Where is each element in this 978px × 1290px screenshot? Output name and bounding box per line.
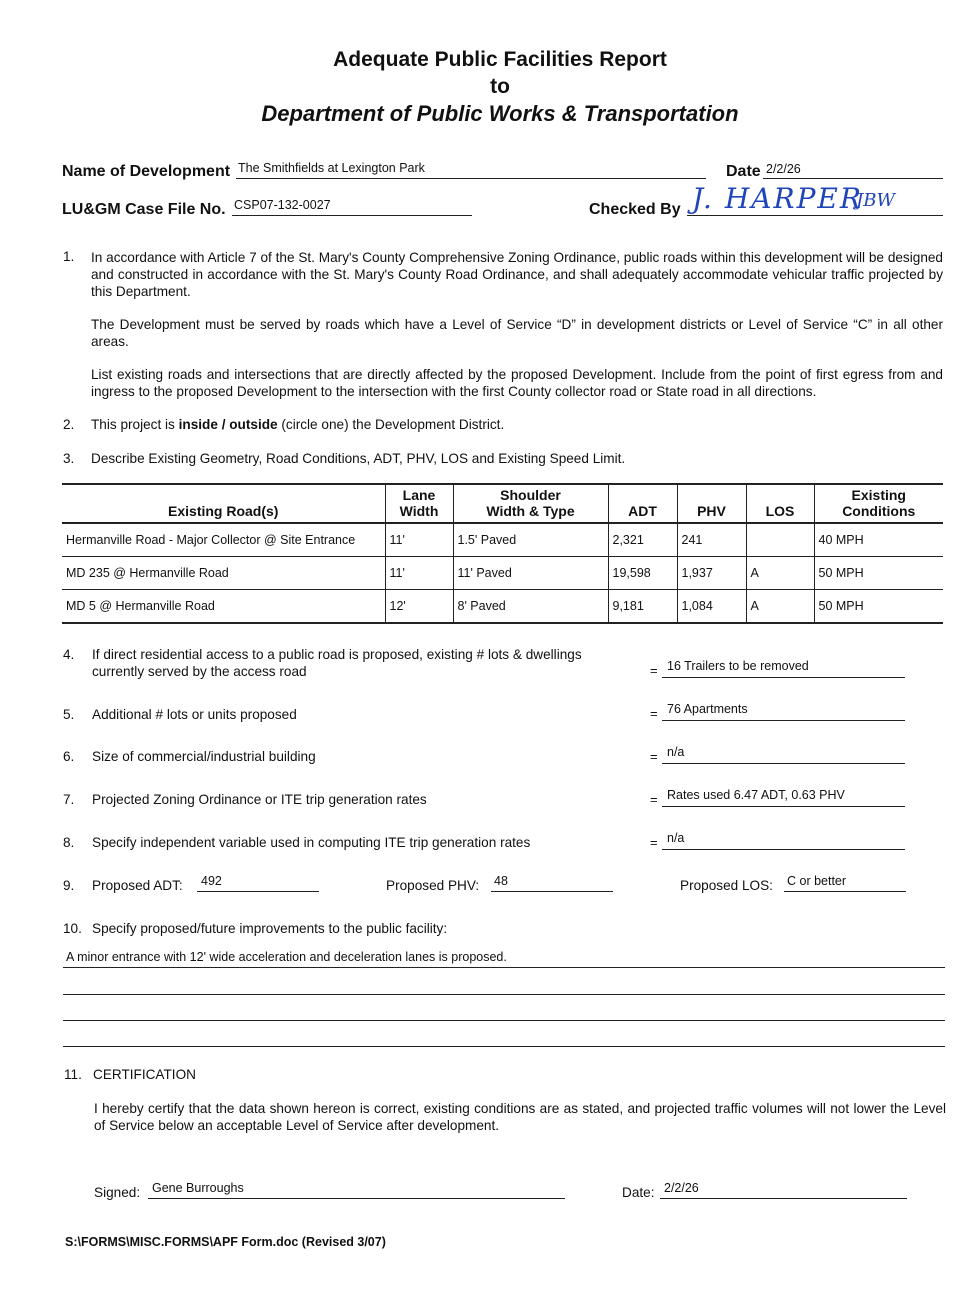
signed-line	[148, 1198, 565, 1199]
item-7-equals: =	[650, 792, 658, 807]
item-2-number: 2.	[63, 417, 75, 432]
cell-adt[interactable]: 19,598	[608, 557, 677, 590]
proposed-phv-line	[491, 891, 613, 892]
item-1-paragraph-2: The Development must be served by roads which have a Level of Service “D” in development districts or Level of Service “C” in all other areas.	[91, 317, 943, 349]
case-file-label: LU&GM Case File No.	[62, 201, 226, 218]
item-7-line	[662, 806, 905, 807]
header-shoulder-1: Shoulder	[500, 487, 561, 503]
header-shoulder	[453, 484, 608, 523]
cell-shoulder[interactable]: 8' Paved	[453, 590, 608, 624]
item-5-text: Additional # lots or units proposed	[92, 707, 297, 722]
cell-los[interactable]: A	[746, 590, 814, 624]
date-value[interactable]: 2/2/26	[766, 162, 801, 176]
header-phv: PHV	[677, 484, 746, 523]
proposed-los-value[interactable]: C or better	[787, 874, 847, 888]
name-of-development-label: Name of Development	[62, 163, 231, 180]
cert-date-label: Date:	[622, 1185, 655, 1200]
item-10-number: 10.	[63, 921, 82, 936]
cert-date-value[interactable]: 2/2/26	[664, 1181, 699, 1195]
proposed-los-line	[784, 891, 906, 892]
item-8-text: Specify independent variable used in computing ITE trip generation rates	[92, 835, 531, 850]
signed-label: Signed:	[94, 1185, 141, 1200]
improvements-line-1	[63, 967, 945, 968]
inside-outside-choice[interactable]: inside / outside	[178, 417, 278, 432]
improvements-line-3	[63, 1020, 945, 1021]
report-title-to: to	[490, 75, 510, 98]
cell-conditions[interactable]: 40 MPH	[814, 523, 943, 557]
proposed-adt-value[interactable]: 492	[201, 874, 222, 888]
checked-by-initials: JBW	[856, 190, 895, 211]
item-8-equals: =	[650, 835, 658, 850]
item-10-answer[interactable]: A minor entrance with 12' wide acceleration and deceleration lanes is proposed.	[66, 950, 507, 964]
item-8-line	[662, 849, 905, 850]
item-6-equals: =	[650, 749, 658, 764]
item-5-number: 5.	[63, 707, 75, 722]
item-4-answer[interactable]: 16 Trailers to be removed	[667, 659, 809, 673]
item-3-text: Describe Existing Geometry, Road Conditions, ADT, PHV, LOS and Existing Speed Limit.	[91, 451, 626, 466]
item-1-paragraph-1: In accordance with Article 7 of the St. Mary's County Comprehensive Zoning Ordinance, public roads within this development will be designed and constructed in accordance with the St. Mary's County Road Ordinance, and shall adequately accommodate vehicular traffic projected by this Department.	[91, 250, 943, 299]
cell-lane[interactable]: 12'	[385, 590, 453, 624]
item-4-equals: =	[650, 663, 658, 678]
improvements-line-2	[63, 994, 945, 995]
item-6-text: Size of commercial/industrial building	[92, 749, 316, 764]
form-footer-path: S:\FORMS\MISC.FORMS\APF Form.doc (Revised 3/07)	[65, 1235, 386, 1249]
table-row	[62, 523, 943, 557]
cell-los[interactable]: A	[746, 557, 814, 590]
cell-road[interactable]: Hermanville Road - Major Collector @ Site Entrance	[62, 523, 385, 557]
cell-phv[interactable]: 1,084	[677, 590, 746, 624]
item-4-number: 4.	[63, 647, 75, 662]
proposed-los-label: Proposed LOS:	[680, 878, 773, 893]
cell-shoulder[interactable]: 1.5' Paved	[453, 523, 608, 557]
cell-phv[interactable]: 1,937	[677, 557, 746, 590]
checked-by-line	[687, 215, 943, 216]
table-row	[62, 590, 943, 624]
proposed-phv-label: Proposed PHV:	[386, 878, 480, 893]
date-label: Date	[726, 163, 761, 180]
cell-conditions[interactable]: 50 MPH	[814, 557, 943, 590]
item-10-text: Specify proposed/future improvements to the public facility:	[92, 921, 448, 936]
header-existing-conditions	[814, 484, 943, 523]
item-1-paragraph-3: List existing roads and intersections that are directly affected by the proposed Development. Include from the point of first egress from and ingress to the proposed Development to the intersection with the first County collector road or State road in all directions.	[91, 367, 943, 399]
item-8-number: 8.	[63, 835, 75, 850]
header-adt: ADT	[608, 484, 677, 523]
item-4-line	[662, 677, 905, 678]
case-file-line	[232, 215, 472, 216]
cell-road[interactable]: MD 5 @ Hermanville Road	[62, 590, 385, 624]
item-6-line	[662, 763, 905, 764]
date-line	[763, 178, 943, 179]
report-title: Adequate Public Facilities Report	[333, 48, 667, 71]
item-4-line-1: If direct residential access to a public road is proposed, existing # lots & dwellings	[92, 647, 582, 662]
item-7-text: Projected Zoning Ordinance or ITE trip generation rates	[92, 792, 427, 807]
item-5-equals: =	[650, 706, 658, 721]
existing-roads-table	[62, 483, 943, 624]
item-7-answer[interactable]: Rates used 6.47 ADT, 0.63 PHV	[667, 788, 845, 802]
certification-title: CERTIFICATION	[93, 1067, 196, 1082]
proposed-phv-value[interactable]: 48	[494, 874, 508, 888]
cell-road[interactable]: MD 235 @ Hermanville Road	[62, 557, 385, 590]
name-of-development-line	[236, 178, 706, 179]
cell-adt[interactable]: 2,321	[608, 523, 677, 557]
header-cond-2: Conditions	[842, 503, 916, 519]
header-lane-2: Width	[399, 503, 439, 519]
header-existing-roads: Existing Road(s)	[62, 484, 385, 523]
case-file-value[interactable]: CSP07-132-0027	[234, 198, 331, 212]
cell-conditions[interactable]: 50 MPH	[814, 590, 943, 624]
item-4-line-2: currently served by the access road	[92, 664, 307, 679]
cell-lane[interactable]: 11'	[385, 523, 453, 557]
item-9-number: 9.	[63, 878, 75, 893]
item-2-text	[91, 417, 504, 432]
item-5-answer[interactable]: 76 Apartments	[667, 702, 748, 716]
header-lane-1: Lane	[402, 487, 436, 503]
item-3-number: 3.	[63, 451, 75, 466]
cert-date-line	[660, 1198, 907, 1199]
cell-phv[interactable]: 241	[677, 523, 746, 557]
header-cond-1: Existing	[851, 487, 906, 503]
item-6-answer[interactable]: n/a	[667, 745, 685, 759]
checked-by-signature: J. HARPER	[692, 182, 863, 215]
table-row	[62, 557, 943, 590]
item-5-line	[662, 720, 905, 721]
header-los: LOS	[746, 484, 814, 523]
certification-number: 11.	[64, 1067, 82, 1082]
item-2-post: (circle one) the Development District.	[277, 417, 505, 432]
report-department: Department of Public Works & Transportation	[261, 101, 739, 126]
header-shoulder-2: Width & Type	[486, 503, 575, 519]
header-lane-width	[385, 484, 453, 523]
certification-text: I hereby certify that the data shown hereon is correct, existing conditions are as stated, and projected traffic volumes will not lower the Level of Service below an acceptable Level of Service after development.	[94, 1101, 946, 1133]
improvements-line-4	[63, 1046, 945, 1047]
cell-lane[interactable]: 11'	[385, 557, 453, 590]
cell-shoulder[interactable]: 11' Paved	[453, 557, 608, 590]
cell-los[interactable]	[746, 523, 814, 557]
item-7-number: 7.	[63, 792, 75, 807]
item-2-pre: This project is	[91, 417, 179, 432]
proposed-adt-line	[197, 891, 319, 892]
item-8-answer[interactable]: n/a	[667, 831, 685, 845]
item-1-number: 1.	[63, 249, 75, 264]
name-of-development-value[interactable]: The Smithfields at Lexington Park	[238, 161, 425, 175]
table-header-row	[62, 484, 943, 523]
item-6-number: 6.	[63, 749, 75, 764]
cell-adt[interactable]: 9,181	[608, 590, 677, 624]
proposed-adt-label: Proposed ADT:	[92, 878, 183, 893]
checked-by-label: Checked By	[589, 201, 681, 218]
signed-value[interactable]: Gene Burroughs	[152, 1181, 244, 1195]
